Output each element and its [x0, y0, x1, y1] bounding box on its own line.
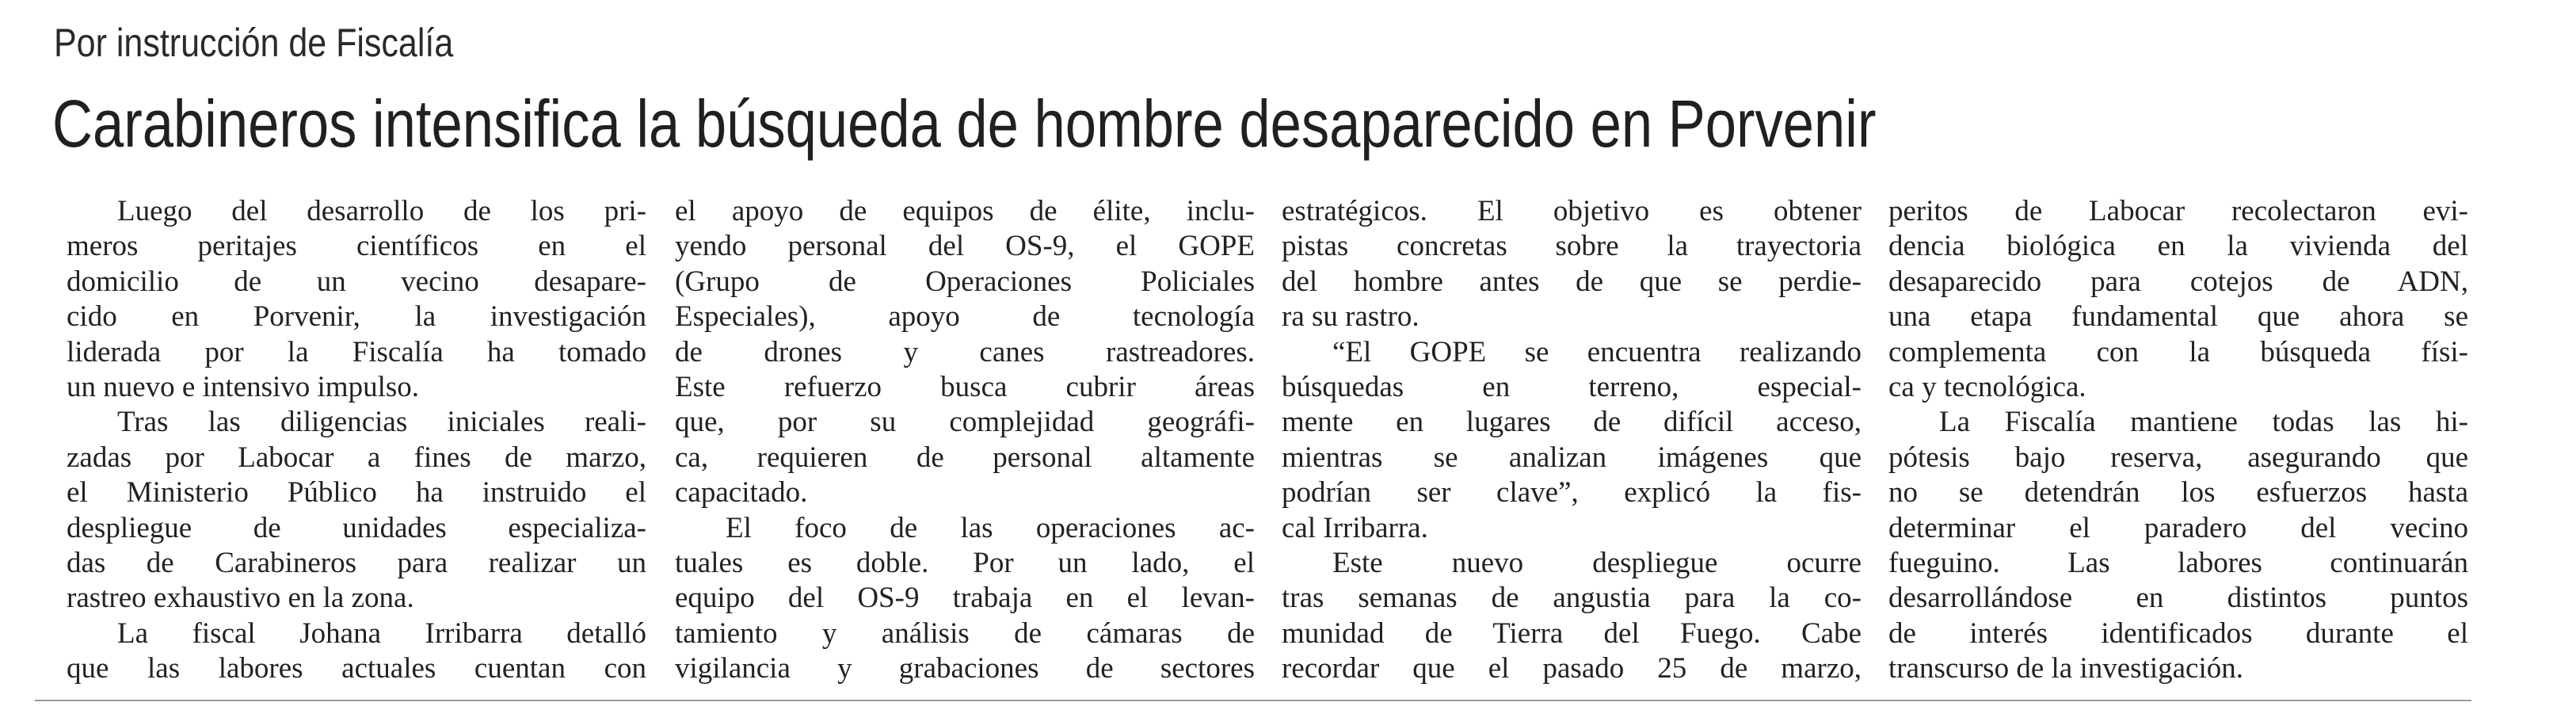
text-line: cido en Porvenir, la investigación	[67, 300, 646, 334]
text-line: que las labores actuales cuentan con	[67, 652, 646, 685]
text-line: Este refuerzo busca cubrir áreas	[675, 371, 1255, 404]
text-line: meros peritajes científicos en el	[67, 230, 646, 263]
text-line: Este nuevo despliegue ocurre	[1332, 547, 1862, 580]
text-line: domicilio de un vecino desapare-	[67, 265, 646, 298]
text-line: rastreo exhaustivo en la zona.	[67, 582, 414, 615]
text-line: Especiales), apoyo de tecnología	[675, 300, 1255, 334]
text-line: La Fiscalía mantiene todas las hi-	[1939, 406, 2468, 439]
text-line: que, por su complejidad geográfi-	[675, 406, 1255, 439]
text-line: das de Carabineros para realizar un	[67, 547, 646, 580]
text-line: zadas por Labocar a fines de marzo,	[67, 441, 646, 474]
text-line: despliegue de unidades especializa-	[67, 511, 646, 544]
text-line: el apoyo de equipos de élite, inclu-	[675, 195, 1255, 227]
text-line: no se detendrán los esfuerzos hasta	[1888, 476, 2468, 510]
text-line: El foco de las operaciones ac-	[726, 511, 1255, 544]
text-line: búsquedas en terreno, especial-	[1282, 371, 1862, 404]
text-line: La fiscal Johana Irribarra detalló	[117, 616, 646, 650]
text-line: ca y tecnológica.	[1888, 371, 2086, 404]
text-line: mente en lugares de difícil acceso,	[1282, 406, 1862, 439]
text-line: dencia biológica en la vivienda del	[1888, 230, 2468, 263]
text-line: fueguino. Las labores continuarán	[1888, 547, 2468, 580]
text-line: transcurso de la investigación.	[1888, 652, 2243, 685]
text-line: desaparecido para cotejos de ADN,	[1888, 265, 2468, 298]
article-column-1	[67, 194, 646, 687]
text-line: vigilancia y grabaciones de sectores	[675, 652, 1255, 685]
text-line: munidad de Tierra del Fuego. Cabe	[1282, 616, 1862, 650]
article-column-3	[1282, 194, 1862, 687]
text-line: cal Irribarra.	[1282, 511, 1428, 544]
text-line: recordar que el pasado 25 de marzo,	[1282, 652, 1862, 685]
text-line: el Ministerio Público ha instruido el	[67, 476, 646, 510]
text-line: (Grupo de Operaciones Policiales	[675, 265, 1255, 298]
article-headline: Carabineros intensifica la búsqueda de hombre desaparecido en Porvenir	[52, 86, 1877, 161]
article-column-2	[675, 194, 1255, 687]
text-line: equipo del OS-9 trabaja en el levan-	[675, 582, 1255, 615]
text-line: yendo personal del OS-9, el GOPE	[675, 230, 1255, 263]
text-line: pistas concretas sobre la trayectoria	[1282, 230, 1862, 263]
text-line: “El GOPE se encuentra realizando	[1332, 335, 1862, 368]
text-line: liderada por la Fiscalía ha tomado	[67, 335, 646, 368]
text-line: pótesis bajo reserva, asegurando que	[1888, 441, 2468, 474]
text-line: desarrollándose en distintos puntos	[1888, 582, 2468, 615]
article-column-4	[1888, 194, 2468, 687]
text-line: mientras se analizan imágenes que	[1282, 441, 1862, 474]
text-line: del hombre antes de que se perdie-	[1282, 265, 1862, 298]
text-line: de drones y canes rastreadores.	[675, 335, 1255, 368]
text-line: determinar el paradero del vecino	[1888, 511, 2468, 544]
text-line: capacitado.	[675, 476, 808, 510]
text-line: de interés identificados durante el	[1888, 616, 2468, 650]
text-line: Tras las diligencias iniciales reali-	[117, 406, 646, 439]
text-line: ca, requieren de personal altamente	[675, 441, 1255, 474]
text-line: complementa con la búsqueda físi-	[1888, 335, 2468, 368]
text-line: tuales es doble. Por un lado, el	[675, 547, 1255, 580]
text-line: un nuevo e intensivo impulso.	[67, 371, 419, 404]
bottom-divider	[35, 700, 2471, 701]
text-line: estratégicos. El objetivo es obtener	[1282, 195, 1862, 227]
text-line: ra su rastro.	[1282, 300, 1419, 334]
text-line: una etapa fundamental que ahora se	[1888, 300, 2468, 334]
text-line: tamiento y análisis de cámaras de	[675, 616, 1255, 650]
article-kicker: Por instrucción de Fiscalía	[54, 21, 454, 65]
text-line: podrían ser clave”, explicó la fis-	[1282, 476, 1862, 510]
text-line: peritos de Labocar recolectaron evi-	[1888, 195, 2468, 227]
text-line: Luego del desarrollo de los pri-	[117, 195, 646, 227]
text-line: tras semanas de angustia para la co-	[1282, 582, 1862, 615]
